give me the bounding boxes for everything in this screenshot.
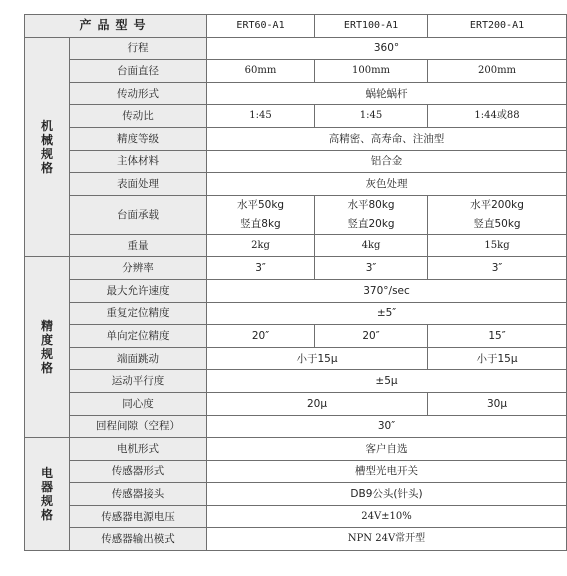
value-runout-2: 小于15μ — [428, 347, 567, 370]
value-material: 铝合金 — [207, 150, 567, 173]
label-runout: 端面跳动 — [70, 347, 207, 370]
label-uni-accuracy: 单向定位精度 — [70, 325, 207, 348]
value-resolution-1: 3″ — [207, 257, 315, 280]
value-concentricity-2: 30μ — [428, 392, 567, 415]
value-precision-grade: 高精密、高寿命、注油型 — [207, 127, 567, 150]
label-sensor-type: 传感器形式 — [70, 460, 207, 483]
row-resolution — [25, 257, 567, 280]
row-drive-form — [25, 82, 567, 105]
row-parallelism — [25, 370, 567, 393]
model-ert60: ERT60-A1 — [207, 15, 315, 38]
value-sensor-type: 槽型光电开关 — [207, 460, 567, 483]
row-concentricity — [25, 392, 567, 415]
label-concentricity: 同心度 — [70, 392, 207, 415]
value-concentricity-1: 20μ — [207, 392, 428, 415]
row-ratio — [25, 105, 567, 128]
value-sensor-connector: DB9公头(针头) — [207, 483, 567, 506]
value-sensor-voltage: 24V±10% — [207, 505, 567, 528]
header-row — [25, 15, 567, 38]
row-precision-grade — [25, 127, 567, 150]
spec-table — [24, 14, 567, 551]
label-weight: 重量 — [70, 234, 207, 257]
label-drive-form: 传动形式 — [70, 82, 207, 105]
row-weight — [25, 234, 567, 257]
row-uni-accuracy — [25, 325, 567, 348]
value-uni-accuracy-3: 15″ — [428, 325, 567, 348]
value-weight-3: 15kg — [428, 234, 567, 257]
label-sensor-connector: 传感器接头 — [70, 483, 207, 506]
label-sensor-voltage: 传感器电源电压 — [70, 505, 207, 528]
row-repeatability — [25, 302, 567, 325]
value-weight-2: 4kg — [315, 234, 428, 257]
label-max-speed: 最大允许速度 — [70, 279, 207, 302]
value-parallelism: ±5μ — [207, 370, 567, 393]
label-material: 主体材料 — [70, 150, 207, 173]
label-stroke: 行程 — [70, 37, 207, 60]
row-backlash — [25, 415, 567, 438]
row-stroke — [25, 37, 567, 60]
value-ratio-3: 1:44或88 — [428, 105, 567, 128]
row-runout — [25, 347, 567, 370]
value-load-3: 水平200kg 竖直50kg — [428, 195, 567, 234]
value-backlash: 30″ — [207, 415, 567, 438]
value-uni-accuracy-1: 20″ — [207, 325, 315, 348]
value-drive-form: 蜗轮蜗杆 — [207, 82, 567, 105]
section-precision: 精 度 规 格 — [25, 257, 70, 438]
label-sensor-output: 传感器输出模式 — [70, 528, 207, 551]
value-stroke: 360° — [207, 37, 567, 60]
model-ert200: ERT200-A1 — [428, 15, 567, 38]
value-weight-1: 2kg — [207, 234, 315, 257]
label-repeatability: 重复定位精度 — [70, 302, 207, 325]
label-resolution: 分辨率 — [70, 257, 207, 280]
label-surface: 表面处理 — [70, 173, 207, 196]
value-max-speed: 370°/sec — [207, 279, 567, 302]
value-repeatability: ±5″ — [207, 302, 567, 325]
header-title: 产品型号 — [25, 15, 207, 38]
row-sensor-voltage — [25, 505, 567, 528]
value-runout-1: 小于15μ — [207, 347, 428, 370]
label-backlash: 回程间隙（空程） — [70, 415, 207, 438]
label-precision-grade: 精度等级 — [70, 127, 207, 150]
section-electrical: 电 器 规 格 — [25, 438, 70, 551]
value-load-1: 水平50kg 竖直8kg — [207, 195, 315, 234]
value-ratio-1: 1:45 — [207, 105, 315, 128]
row-sensor-connector — [25, 483, 567, 506]
value-table-diameter-1: 60mm — [207, 60, 315, 83]
section-mechanical: 机 械 规 格 — [25, 37, 70, 257]
value-resolution-3: 3″ — [428, 257, 567, 280]
row-surface — [25, 173, 567, 196]
value-motor: 客户自选 — [207, 438, 567, 461]
value-load-2: 水平80kg 竖直20kg — [315, 195, 428, 234]
row-max-speed — [25, 279, 567, 302]
value-table-diameter-3: 200mm — [428, 60, 567, 83]
label-table-diameter: 台面直径 — [70, 60, 207, 83]
label-load: 台面承载 — [70, 195, 207, 234]
label-motor: 电机形式 — [70, 438, 207, 461]
label-parallelism: 运动平行度 — [70, 370, 207, 393]
row-sensor-type — [25, 460, 567, 483]
row-table-diameter — [25, 60, 567, 83]
row-sensor-output — [25, 528, 567, 551]
value-sensor-output: NPN 24V常开型 — [207, 528, 567, 551]
label-ratio: 传动比 — [70, 105, 207, 128]
row-material — [25, 150, 567, 173]
model-ert100: ERT100-A1 — [315, 15, 428, 38]
value-ratio-2: 1:45 — [315, 105, 428, 128]
value-resolution-2: 3″ — [315, 257, 428, 280]
value-uni-accuracy-2: 20″ — [315, 325, 428, 348]
value-surface: 灰色处理 — [207, 173, 567, 196]
value-table-diameter-2: 100mm — [315, 60, 428, 83]
row-motor — [25, 438, 567, 461]
